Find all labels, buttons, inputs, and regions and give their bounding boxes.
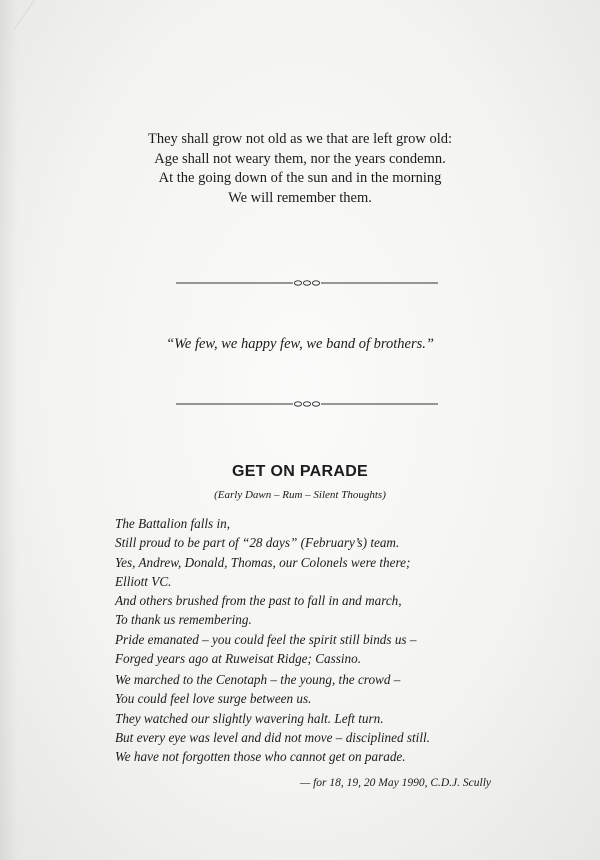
poem-line: We marched to the Cenotaph – the young, the crowd – — [115, 672, 401, 687]
divider-ornament-icon — [176, 399, 438, 409]
page-edge-shadow — [0, 0, 18, 860]
poem-line: Still proud to be part of “28 days” (February’s) team. — [115, 535, 400, 551]
poem-attribution: — for 18, 19, 20 May 1990, C.D.J. Scully — [300, 777, 492, 789]
ode-line: They shall grow not old as we that are left grow old: — [147, 131, 453, 147]
poem-line: We have not forgotten those who cannot get on parade. — [115, 749, 406, 765]
ornamental-divider-bottom — [176, 399, 438, 409]
poem-line: You could feel love surge between us. — [115, 691, 312, 707]
poem-line: Elliott VC. — [115, 573, 172, 589]
poem-stanza-2 — [115, 670, 515, 766]
poem-line: They watched our slightly wavering halt. Left turn. — [115, 710, 384, 726]
poem-subtitle: (Early Dawn – Rum – Silent Thoughts) — [214, 489, 386, 501]
ornamental-divider-top — [176, 278, 438, 288]
poem-line: Pride emanated – you could feel the spirit still binds us – — [115, 631, 417, 647]
poem-line: The Battalion falls in, — [115, 516, 231, 531]
poem-stanza-1 — [115, 514, 515, 668]
divider-ornament-icon — [176, 278, 438, 288]
poem-title: GET ON PARADE — [231, 463, 369, 480]
poem-line: Forged years ago at Ruweisat Ridge; Cassino. — [115, 651, 362, 667]
ode-line: Age shall not weary them, nor the years condemn. — [154, 150, 446, 167]
ode-of-remembrance — [0, 130, 600, 208]
ode-line: At the going down of the sun and in the morning — [158, 170, 442, 186]
poem-line: But every eye was level and did not move – disciplined still. — [115, 729, 430, 745]
band-of-brothers-quote: “We few, we happy few, we band of brothers.” — [166, 336, 434, 352]
ode-line: We will remember them. — [228, 189, 372, 206]
poem-line: And others brushed from the past to fall in and march, — [115, 593, 402, 609]
poem-line: Yes, Andrew, Donald, Thomas, our Colonels were there; — [115, 554, 411, 570]
poem-line: To thank us remembering. — [115, 612, 252, 628]
